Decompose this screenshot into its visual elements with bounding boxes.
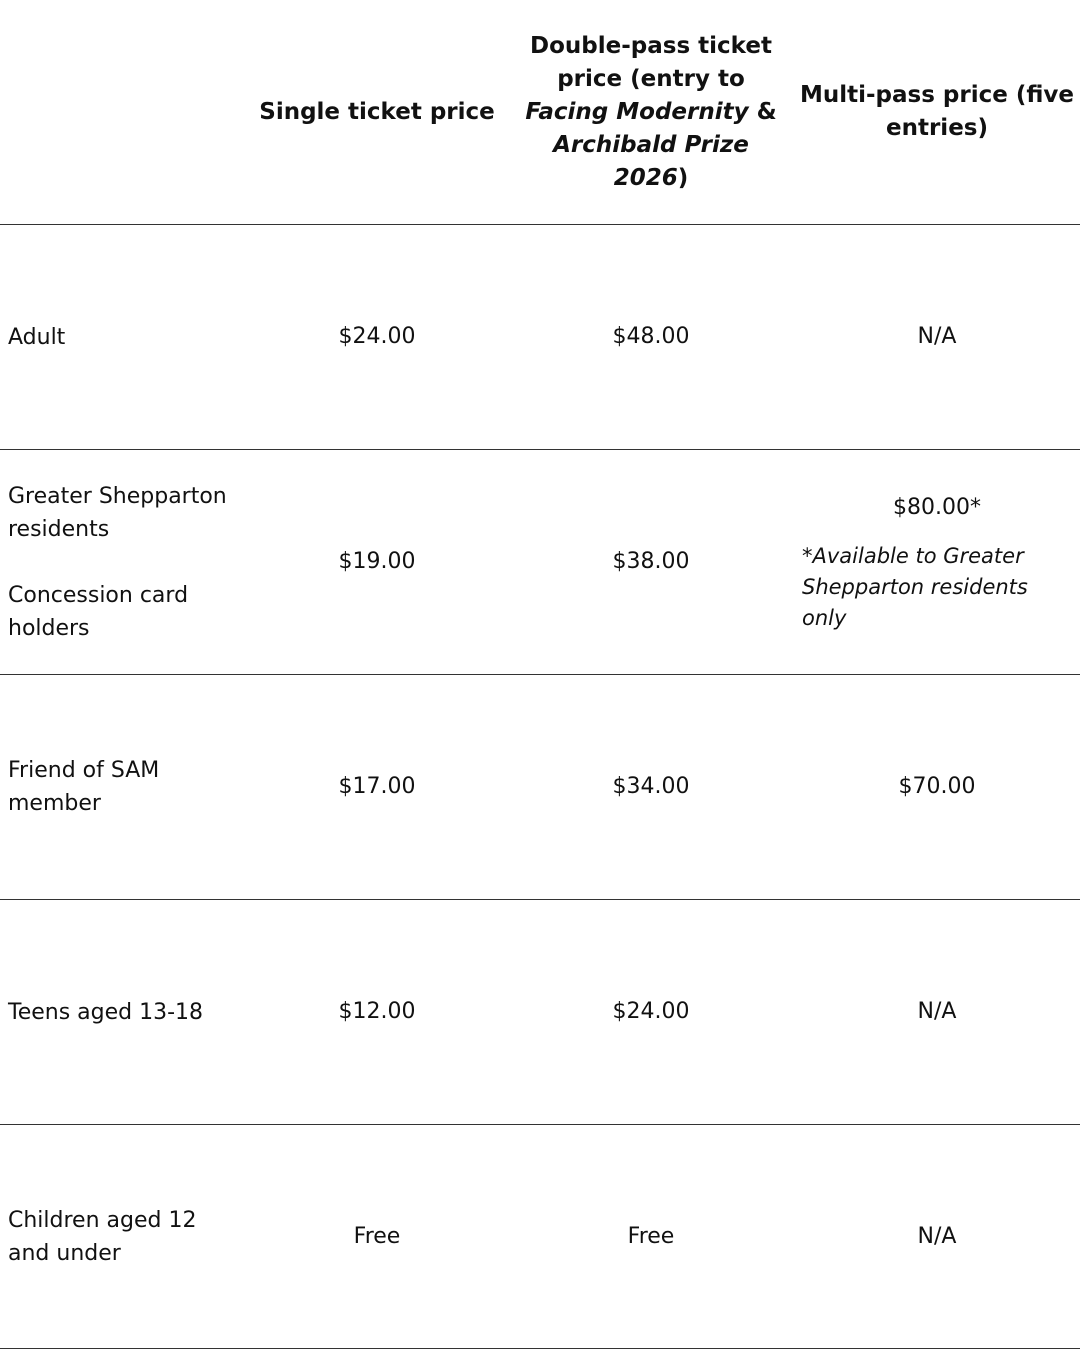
row-label-concession: Concession card holders — [8, 582, 189, 641]
multi-price: N/A — [917, 324, 957, 349]
multi-price: N/A — [917, 1223, 957, 1249]
single-price-cell — [240, 225, 514, 449]
header-empty-cell — [8, 0, 238, 224]
header-single-ticket-label: Single ticket price — [259, 98, 495, 125]
header-multi-pass — [796, 0, 1078, 224]
row-label-cell — [8, 225, 238, 449]
double-price-cell — [514, 225, 788, 449]
multi-price-cell — [796, 450, 1078, 674]
single-price-cell — [240, 675, 514, 899]
double-price: $34.00 — [612, 774, 690, 799]
table-row — [0, 900, 1080, 1125]
double-price-cell — [514, 675, 788, 899]
multi-price-cell — [796, 1125, 1078, 1348]
table-row — [0, 675, 1080, 900]
header-double-pass-label — [514, 30, 788, 195]
table-row — [0, 225, 1080, 450]
row-label-residents: Greater Shepparton residents — [8, 483, 227, 542]
double-price-cell — [514, 900, 788, 1124]
multi-price: N/A — [917, 999, 957, 1024]
table-row — [0, 450, 1080, 675]
single-price: $12.00 — [338, 999, 416, 1024]
single-price: Free — [353, 1223, 401, 1249]
header-double-pass-text-1: Double-pass ticket price (entry to — [530, 32, 772, 92]
double-price-cell — [514, 1125, 788, 1348]
single-price: $24.00 — [338, 324, 416, 349]
header-single-ticket — [240, 0, 514, 224]
multi-price-footnote: *Available to Greater Shepparton residents only — [802, 543, 1028, 630]
row-label-cell — [8, 450, 238, 674]
row-label-cell — [8, 900, 238, 1124]
single-price-cell — [240, 1125, 514, 1348]
header-double-pass — [514, 0, 788, 224]
header-double-pass-exhibition-1: Facing Modernity — [525, 98, 749, 125]
double-price: Free — [627, 1223, 675, 1249]
table-row — [0, 1125, 1080, 1349]
row-label-cell — [8, 1125, 238, 1348]
header-double-pass-exhibition-2: Archibald Prize 2026 — [553, 131, 749, 191]
row-label: Friend of SAM member — [8, 758, 160, 816]
double-price: $38.00 — [612, 549, 690, 574]
single-price-cell — [240, 450, 514, 674]
double-price: $48.00 — [612, 324, 690, 349]
double-price-cell — [514, 450, 788, 674]
single-price: $17.00 — [338, 774, 416, 799]
multi-price: $70.00 — [898, 774, 976, 799]
table-header-row — [0, 0, 1080, 225]
header-multi-pass-label: Multi-pass price (five entries) — [799, 82, 1075, 141]
row-label: Adult — [8, 324, 66, 350]
double-price: $24.00 — [612, 999, 690, 1024]
multi-price-cell — [796, 225, 1078, 449]
row-label-cell — [8, 675, 238, 899]
row-label: Teens aged 13-18 — [8, 999, 204, 1025]
single-price-cell — [240, 900, 514, 1124]
header-double-pass-text-2: & — [748, 98, 777, 125]
header-double-pass-text-3: ) — [677, 164, 689, 191]
single-price: $19.00 — [338, 549, 416, 574]
row-label: Children aged 12 and under — [8, 1207, 197, 1266]
multi-price: $80.00* — [893, 494, 981, 520]
multi-price-cell — [796, 675, 1078, 899]
multi-price-cell — [796, 900, 1078, 1124]
